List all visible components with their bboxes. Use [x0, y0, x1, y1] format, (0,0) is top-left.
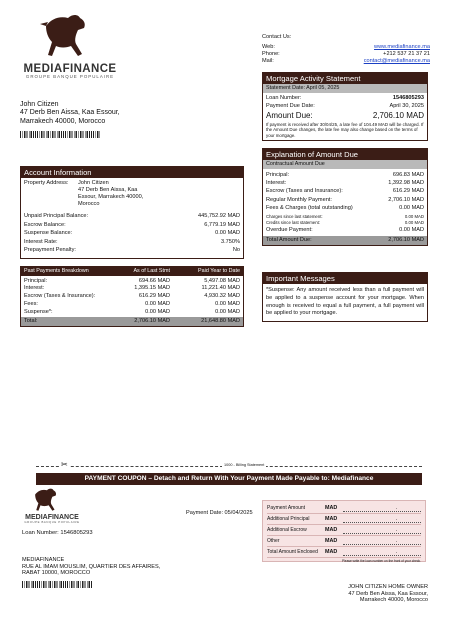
account-row-label: Prepayment Penalty: [24, 246, 76, 253]
past-payment-row: Interest: 1,395.15 MAD 11,221.40 MAD [24, 285, 240, 292]
coupon-amount-input[interactable] [343, 516, 421, 523]
coupon-barcode [22, 581, 92, 588]
coupon-field-label: Additional Principal [267, 515, 310, 522]
amount-due-row: Amount Due: 2,706.10 MAD [266, 111, 424, 121]
decimal-dot: . [395, 537, 397, 544]
explanation-title: Explanation of Amount Due [263, 149, 427, 160]
property-address-line: John Citizen [78, 180, 109, 187]
explanation-rows [263, 169, 427, 236]
account-info-title: Account Information [21, 167, 243, 178]
property-address [78, 180, 143, 208]
account-row-value: No [232, 246, 240, 253]
coupon-amount-input[interactable] [343, 549, 421, 556]
coupon-field-currency: MAD [325, 504, 338, 511]
coupon-field-label: Additional Escrow [267, 526, 307, 533]
explanation-row-label: Credits since last statement: [266, 220, 320, 226]
messages-box [262, 272, 428, 322]
coupon-amount-box [262, 500, 426, 562]
coupon-loan-number: Loan Number: 1546805293 [22, 530, 93, 536]
explanation-row-label: Fees & Charges (total outstanding) [266, 205, 353, 212]
contact-phone-row: Phone: +212 537 21 37 21 [262, 50, 430, 57]
coupon-note: Please write the loan number on the front of your check. [341, 559, 421, 563]
coupon-fields [267, 503, 421, 558]
past-payments-header: Past Payments Breakdown As of Last Stmt Paid Year to Date [21, 267, 243, 276]
account-row-label: Interest Rate: [24, 238, 58, 245]
explanation-row [266, 180, 424, 187]
explanation-row-label: Escrow (Taxes and Insurance): [266, 188, 343, 195]
coupon-field-row [267, 525, 421, 536]
messages-title: Important Messages [263, 273, 427, 284]
past-payment-row: Escrow (Taxes & Insurance): 616.29 MAD 4,930.32 MAD [24, 293, 240, 300]
property-address-line: Morocco [78, 201, 100, 208]
explanation-row-label: Principal: [266, 171, 290, 178]
past-payment-row: Suspense*: 0.00 MAD 0.00 MAD [24, 308, 240, 315]
explanation-row [266, 188, 424, 195]
coupon-banner: PAYMENT COUPON – Detach and Return With Your Payment Made Payable to: Mediafinance [36, 473, 422, 485]
past-payment-row: Principal: 694.66 MAD 5,497.08 MAD [24, 277, 240, 284]
past-payments-box [20, 266, 244, 327]
explanation-row-value: 2,706.10 MAD [388, 196, 424, 203]
contact-block [262, 34, 430, 65]
account-row-value: 6,779.19 MAD [204, 221, 240, 228]
explanation-row-value: 0.00 MAD [399, 205, 424, 212]
coupon-field-currency: MAD [325, 537, 338, 544]
web-link[interactable]: www.mediafinance.ma [374, 43, 430, 50]
account-info-box [20, 166, 244, 259]
explanation-row [266, 214, 424, 219]
loan-number-row: Loan Number: 1546805293 [266, 95, 424, 102]
explanation-subtitle: Contractual Amount Due [263, 160, 427, 169]
statement-box [262, 72, 428, 141]
scissors-icon: ✂ [61, 460, 68, 469]
brand-logo [18, 12, 122, 78]
explanation-row [266, 227, 424, 234]
explanation-row [266, 205, 424, 212]
decimal-dot: . [395, 548, 397, 555]
brand-name: MEDIAFINANCE [23, 63, 117, 75]
account-row [24, 239, 240, 246]
decimal-dot: . [395, 526, 397, 533]
coupon-amount-input[interactable] [343, 505, 421, 512]
explanation-row [266, 172, 424, 179]
brand-tagline: GROUPE BANQUE POPULAIRE [25, 74, 115, 79]
account-row-label: Escrow Balance: [24, 221, 66, 228]
account-row [24, 222, 240, 229]
contact-web-row: Web: www.mediafinance.ma [262, 43, 430, 50]
account-row-label: Unpaid Principal Balance: [24, 213, 89, 220]
statement-date: Statement Date: April 05, 2025 [263, 84, 427, 93]
account-row-value: 3.750% [221, 238, 240, 245]
explanation-row-label: Interest: [266, 180, 287, 186]
account-row-value: 0.00 MAD [215, 230, 240, 237]
horse-logo-icon [38, 12, 98, 64]
explanation-row-label: Overdue Payment: [266, 227, 313, 233]
coupon-field-row [267, 547, 421, 558]
account-row [24, 230, 240, 237]
explanation-row [266, 220, 424, 225]
phone-value: +212 537 21 37 21 [383, 50, 430, 57]
past-payment-row: Fees: 0.00 MAD 0.00 MAD [24, 300, 240, 307]
account-row [24, 247, 240, 254]
customer-name: John Citizen [20, 101, 59, 108]
past-payments-rows [21, 276, 243, 318]
due-date-row: Payment Due Date: April 30, 2025 [266, 103, 424, 110]
contact-title: Contact Us: [262, 34, 292, 40]
billing-label: 1000 - Billing Statement [224, 463, 265, 467]
horse-logo-small-icon [30, 487, 64, 515]
explanation-box [262, 148, 428, 246]
customer-address: John Citizen 47 Derb Ben Aissa, Kaa Essour, Marrakech 40000, Morocco [20, 101, 120, 138]
explanation-row-value: 0.00 MAD [399, 227, 424, 233]
homeowner-address: JOHN CITIZEN HOME OWNER 47 Derb Ben Aissa, Kaa Essour, Marrakech 40000, Morocco [348, 584, 428, 604]
property-address-row: Property Address: John Citizen 47 Derb Ben Aissa, Kaa Essour, Marrakech 40000, Morocco [24, 180, 144, 208]
decimal-dot: . [395, 515, 397, 522]
account-row [24, 213, 240, 220]
explanation-row [266, 197, 424, 204]
coupon-field-label: Payment Amount [267, 504, 306, 511]
coupon-field-currency: MAD [325, 515, 338, 522]
decimal-dot: . [395, 504, 397, 511]
explanation-row-value: 616.29 MAD [392, 188, 424, 195]
coupon-amount-input[interactable] [343, 527, 421, 534]
explanation-row-value: 1,392.98 MAD [388, 180, 424, 186]
property-address-line: 47 Derb Ben Aissa, Kaa [78, 187, 138, 194]
explanation-row-value: 0.00 MAD [404, 213, 424, 219]
coupon-field-row [267, 536, 421, 547]
messages-body: *Suspense: Any amount received less than a full payment will be applied to a suspense account for your mortgage. When enough is received to equal a full payment, a full payment will be applied to your mortgage. [266, 287, 424, 317]
explanation-row-value: 696.83 MAD [392, 171, 424, 178]
explanation-row-value: 0.00 MAD [404, 220, 424, 226]
explanation-total-row: Total Amount Due: 2,706.10 MAD [263, 236, 427, 245]
coupon-payment-date: Payment Date: 05/04/2025 [186, 510, 253, 516]
coupon-amount-input[interactable] [343, 538, 421, 545]
statement-title: Mortgage Activity Statement [263, 73, 427, 84]
property-address-line: Essour, Marrakech 40000, [78, 194, 144, 201]
coupon-field-row [267, 514, 421, 525]
barcode [20, 131, 100, 138]
late-fee-note: If payment is received after 30/04/25, a late fee of 104.49 MAD will be charged. If the Amount Due changes, the late fee may also change based on the terms of your mortgage. [266, 122, 424, 138]
account-row-value: 445,752.92 MAD [198, 213, 240, 220]
explanation-row-label: Charges since last statement: [266, 213, 323, 219]
contact-mail-row: Mail: contact@mediafinance.ma [262, 57, 430, 64]
account-rows [24, 213, 240, 253]
past-payments-total-row: Total: 2,706.10 MAD 21,648.80 MAD [21, 317, 243, 326]
coupon-field-currency: MAD [325, 548, 338, 555]
coupon-field-currency: MAD [325, 526, 338, 533]
mail-link[interactable]: contact@mediafinance.ma [363, 57, 430, 64]
account-row-label: Suspense Balance: [24, 230, 73, 237]
remit-address: MEDIAFINANCE RUE AL IMAM MOUSLIM, QUARTIER DES AFFAIRES, RABAT 10000, MOROCCO [22, 557, 160, 588]
explanation-row-label: Regular Monthly Payment: [266, 196, 332, 203]
coupon-logo: MEDIAFINANCE GROUPE BANQUE POPULAIRE [22, 487, 102, 525]
coupon-field-label: Other [267, 537, 280, 544]
coupon-field-row [267, 503, 421, 514]
coupon-field-label: Total Amount Enclosed [267, 548, 318, 555]
